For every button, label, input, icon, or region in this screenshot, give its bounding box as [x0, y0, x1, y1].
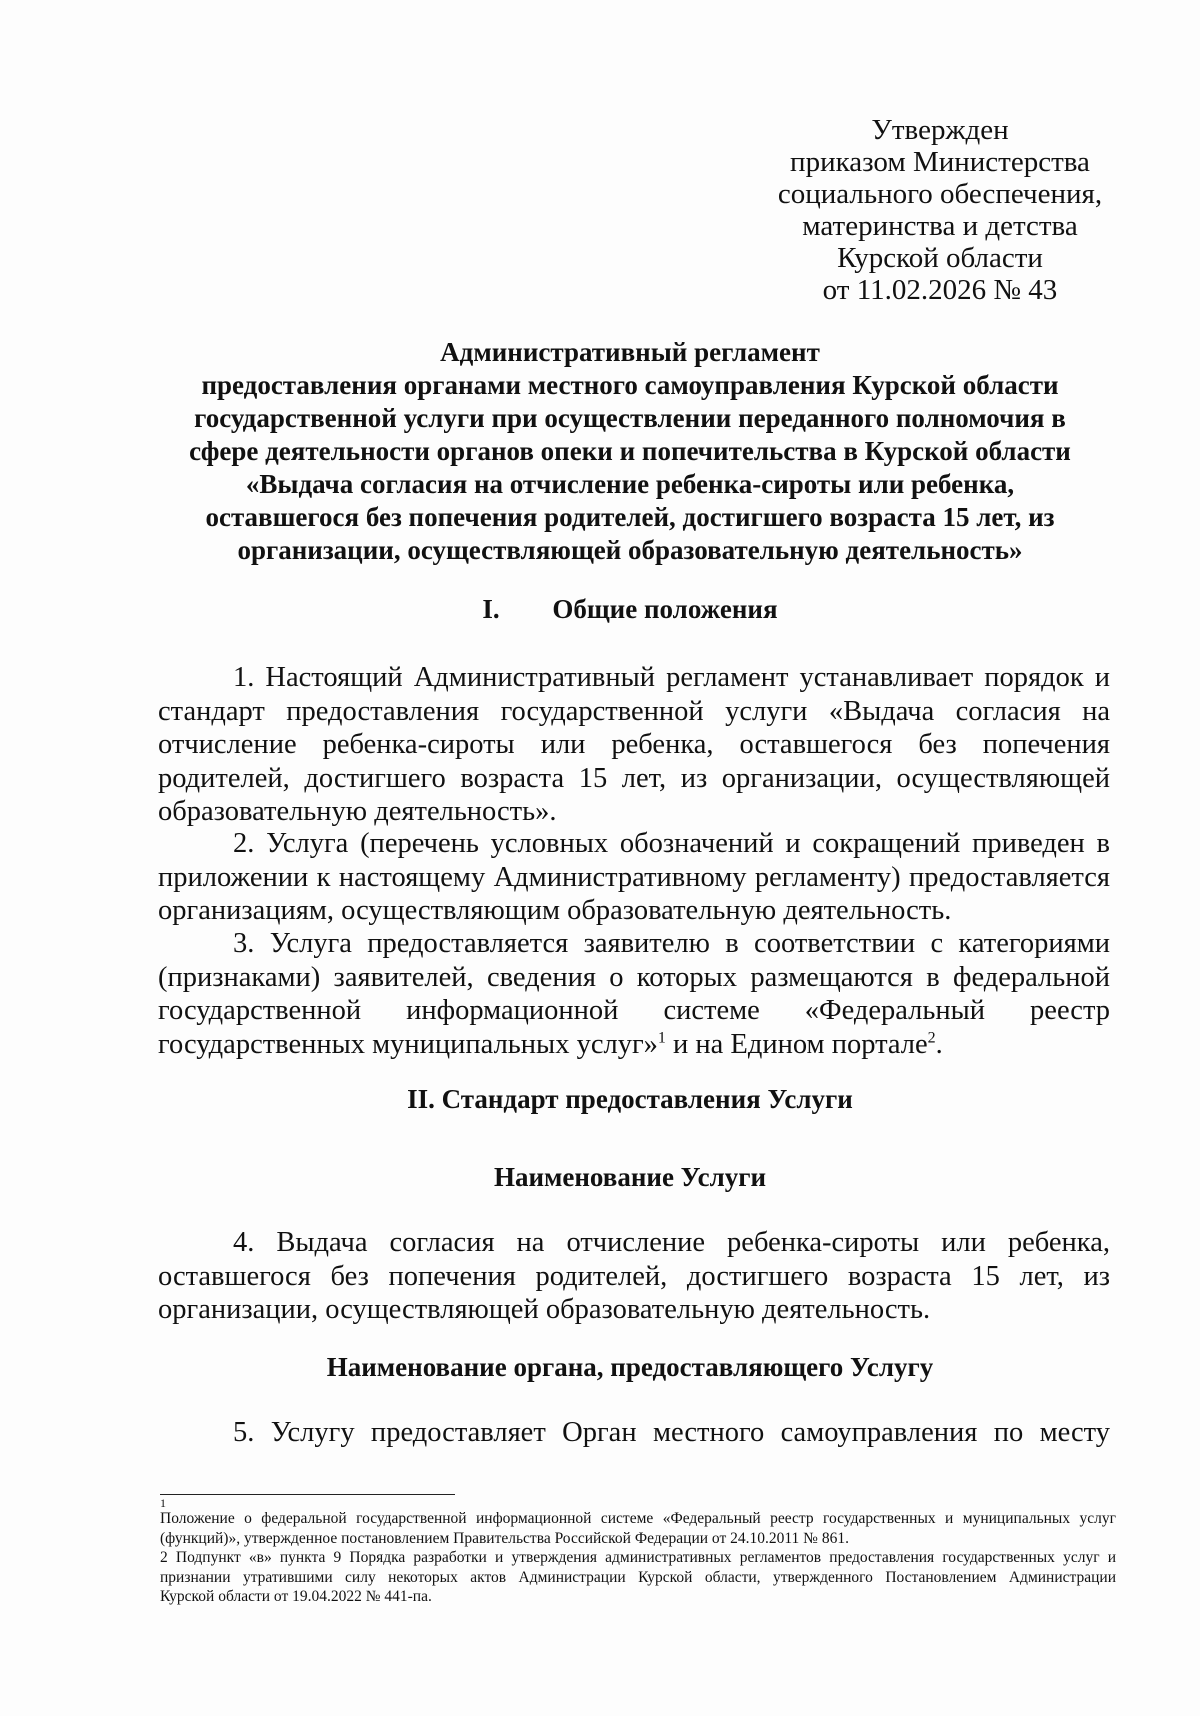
paragraph-line: 3. Услуга предоставляется заявителю в соответствии с категориями: [233, 928, 1110, 959]
footnote-separator: [160, 1494, 455, 1495]
paragraph-text: и на Едином портале: [665, 1028, 928, 1060]
paragraph-text: .: [935, 1028, 943, 1060]
paragraph-line: 2. Услуга (перечень условных обозначений и сокращений приведен в: [233, 828, 1110, 859]
footnote-2-line: 2 Подпункт «в» пункта 9 Порядка разработки и утверждения административных регламентов предоставления государственных услуг и: [160, 1549, 1116, 1566]
footnote-1-line: (функций)», утвержденное постановлением Правительства Российской Федерации от 24.10.2011 № 861.: [160, 1529, 849, 1547]
footnote-ref-2: 2: [927, 1029, 936, 1046]
section-1-number: I.: [482, 594, 500, 624]
title-line: государственной услуги при осуществлении переданного полномочия в: [194, 403, 1066, 433]
title-line: предоставления органами местного самоуправления Курской области: [201, 370, 1059, 400]
approval-line: социального обеспечения,: [777, 178, 1103, 210]
paragraph-line: организации, осуществляющей образовательную деятельность.: [158, 1294, 931, 1325]
paragraph-line: стандарт предоставления государственной услуги «Выдача согласия на: [158, 695, 1110, 727]
approval-date-number: от 11.02.2026 № 43: [822, 274, 1058, 306]
approval-line: приказом Министерства: [790, 146, 1090, 178]
title-line: Административный регламент: [440, 337, 820, 367]
paragraph-text: государственных муниципальных услуг»: [158, 1028, 658, 1060]
section-1-title: Общие положения: [552, 594, 778, 624]
approval-line: Утвержден: [871, 114, 1009, 146]
paragraph-line: 4. Выдача согласия на отчисление ребенка-сироты или ребенка,: [233, 1227, 1110, 1258]
paragraph-3: [158, 927, 1110, 1061]
footnote-1-number: 1: [160, 1496, 166, 1510]
footnote-ref-1: 1: [657, 1029, 666, 1046]
title-line: «Выдача согласия на отчисление ребенка-сироты или ребенка,: [245, 469, 1015, 499]
subsection-authority-heading: Наименование органа, предоставляющего Услугу: [326, 1352, 934, 1382]
document-title: [150, 336, 1110, 567]
footnote-2-line: Курской области от 19.04.2022 № 441-па.: [160, 1588, 432, 1605]
paragraph-1: [158, 661, 1110, 829]
title-line: сфере деятельности органов опеки и попечительства в Курской области: [189, 436, 1071, 466]
paragraph-line: приложении к настоящему Административному регламенту) предоставляется: [158, 861, 1110, 893]
footnotes: [160, 1497, 1116, 1607]
paragraph-5: [158, 1416, 1110, 1450]
paragraph-line: государственной информационной системе «Федеральный реестр: [158, 995, 1110, 1026]
title-line: оставшегося без попечения родителей, достигшего возраста 15 лет, из: [205, 502, 1055, 532]
paragraph-line: отчисление ребенка-сироты или ребенка, оставшегося без попечения: [158, 729, 1110, 760]
section-2-heading: II. Стандарт предоставления Услуги: [407, 1084, 853, 1114]
paragraph-line: родителей, достигшего возраста 15 лет, из организации, осуществляющей: [158, 762, 1110, 794]
paragraph-line: оставшегося без попечения родителей, достигшего возраста 15 лет, из: [158, 1260, 1110, 1292]
footnote-2-line: признании утратившими силу некоторых актов Администрации Курской области, утвержденного Постановлением Администрации: [160, 1568, 1116, 1586]
paragraph-line: (признаками) заявителей, сведения о которых размещаются в федеральной: [158, 961, 1110, 993]
approval-line: материнства и детства: [802, 210, 1078, 242]
paragraph-2: [158, 827, 1110, 928]
paragraph-line: 1. Настоящий Административный регламент устанавливает порядок и: [233, 662, 1110, 693]
paragraph-line: организациям, осуществляющим образовательную деятельность.: [158, 895, 952, 926]
paragraph-line: образовательную деятельность».: [158, 796, 557, 827]
subsection-service-name-heading: Наименование Услуги: [493, 1162, 767, 1192]
approval-line: Курской области: [837, 242, 1043, 274]
title-line: организации, осуществляющей образовательную деятельность»: [237, 535, 1023, 565]
paragraph-line: [158, 1028, 1110, 1062]
approval-stamp: [760, 114, 1120, 306]
paragraph-4: [158, 1226, 1110, 1327]
footnote-1-line: Положение о федеральной государственной информационной системе «Федеральный реестр государственных и муниципальных услуг: [160, 1510, 1116, 1527]
paragraph-line: 5. Услугу предоставляет Орган местного самоуправления по месту: [233, 1417, 1110, 1448]
section-1-heading: [150, 593, 1110, 625]
